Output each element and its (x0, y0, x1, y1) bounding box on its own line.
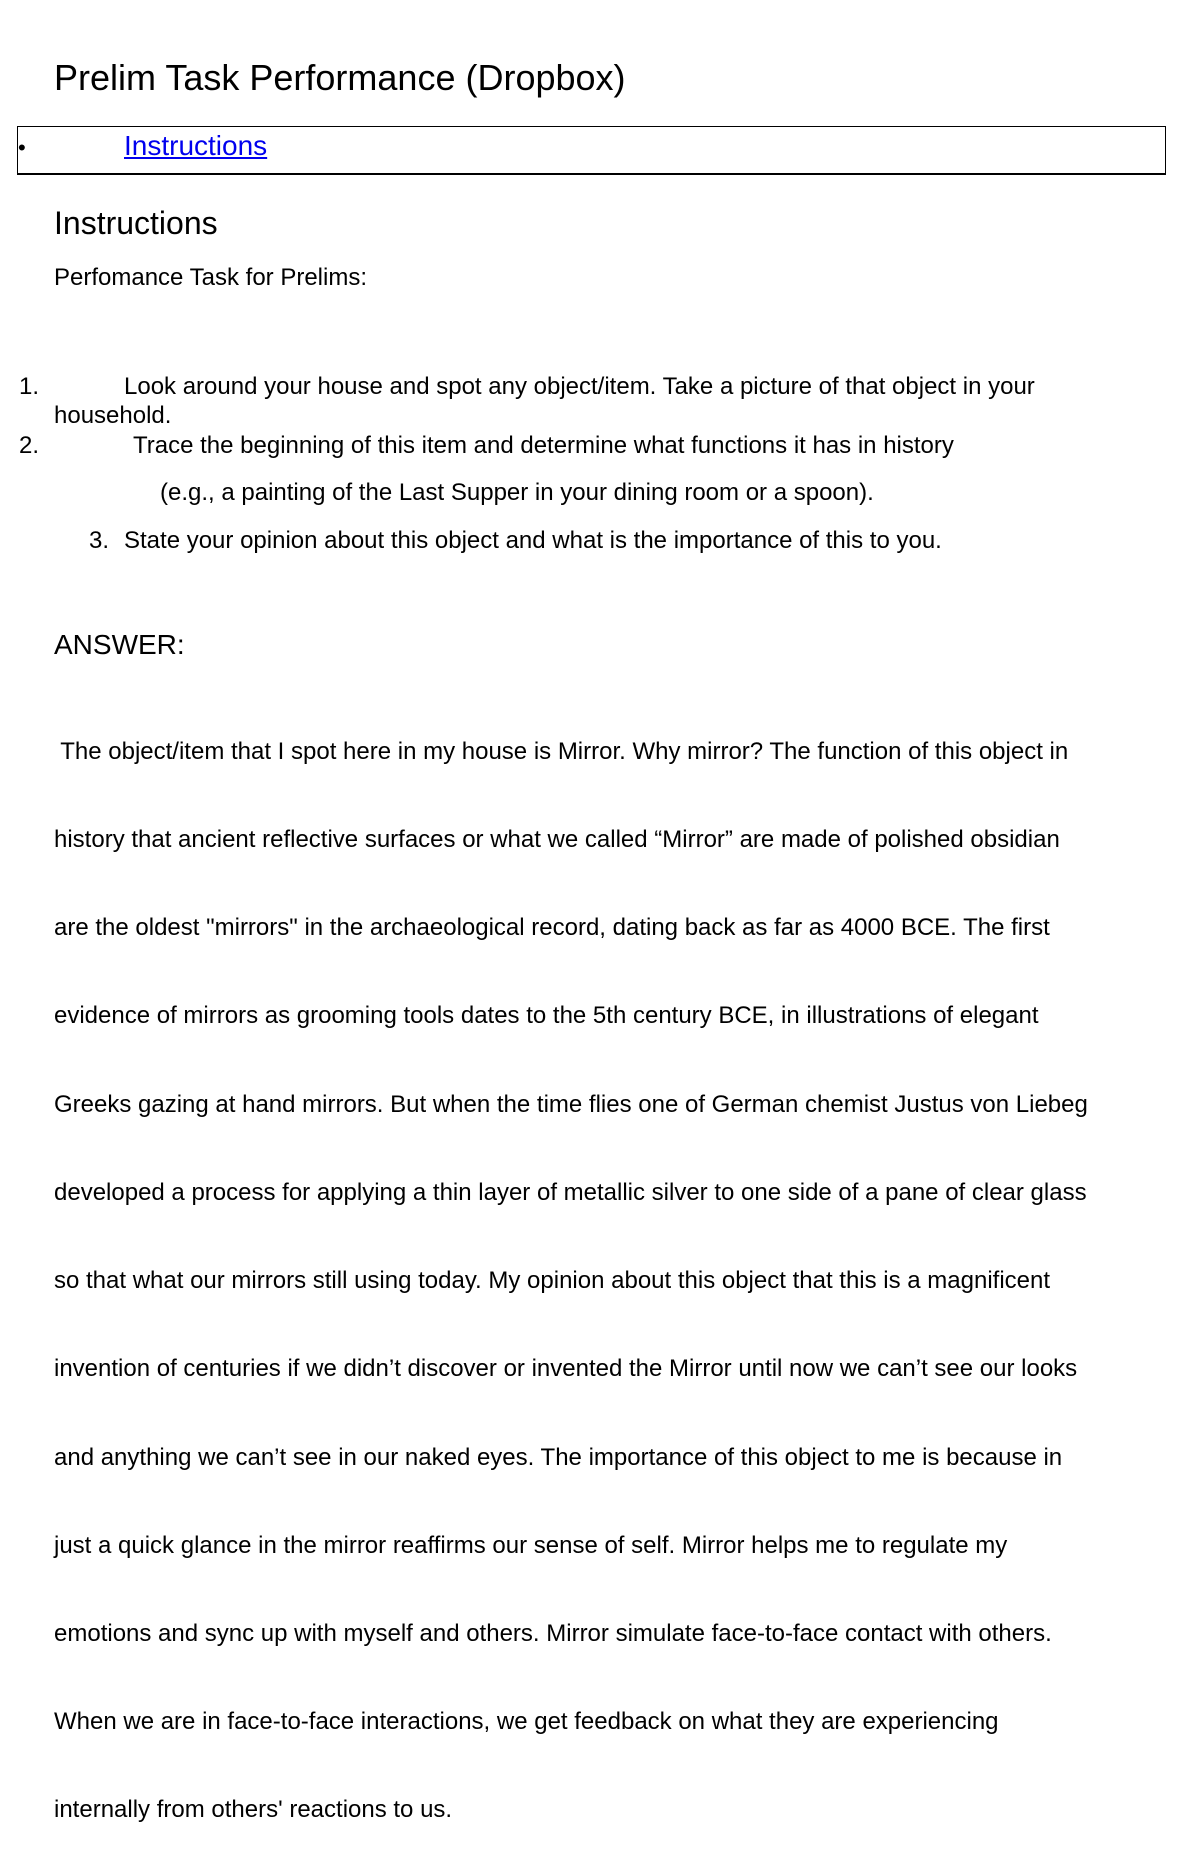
step-1-text-continued: household. (54, 402, 172, 429)
answer-line: Greeks gazing at hand mirrors. But when the time flies one of German chemist Justus von Liebeg (54, 1090, 1088, 1118)
answer-line: When we are in face-to-face interactions, we get feedback on what they are experiencing (54, 1708, 999, 1736)
answer-body (54, 678, 1164, 1854)
answer-heading: ANSWER: (54, 629, 185, 660)
answer-line: so that what our mirrors still using today. My opinion about this object that this is a magnificent (54, 1267, 1051, 1295)
answer-line: history that ancient reflective surfaces or what we called “Mirror” are made of polished obsidian (54, 826, 1060, 854)
tab-bullet: • (18, 135, 26, 160)
answer-line: emotions and sync up with myself and others. Mirror simulate face-to-face contact with others. (54, 1620, 1052, 1647)
step-1-marker: 1. (19, 373, 40, 400)
step-1-text: Look around your house and spot any object/item. Take a picture of that object in your (124, 373, 1035, 400)
instructions-heading: Instructions (54, 205, 218, 241)
step-2-marker: 2. (19, 432, 40, 459)
step-3-marker: 3. (89, 527, 110, 554)
answer-line: invention of centuries if we didn’t discover or invented the Mirror until now we can’t see our looks (54, 1355, 1078, 1383)
task-intro: Perfomance Task for Prelims: (54, 264, 367, 291)
tab-bar (17, 126, 1166, 175)
step-2-example: (e.g., a painting of the Last Supper in your dining room or a spoon). (160, 479, 874, 506)
answer-line: are the oldest "mirrors" in the archaeological record, dating back as far as 4000 BCE. The first (54, 914, 1050, 942)
step-3-text: State your opinion about this object and what is the importance of this to you. (124, 527, 942, 554)
answer-line: internally from others' reactions to us. (54, 1796, 453, 1824)
answer-line: just a quick glance in the mirror reaffirms our sense of self. Mirror helps me to regulate my (54, 1531, 1008, 1559)
tab-instructions-link[interactable]: Instructions (124, 130, 268, 161)
step-2-text: Trace the beginning of this item and determine what functions it has in history (133, 432, 954, 459)
answer-line: developed a process for applying a thin layer of metallic silver to one side of a pane of clear glass (54, 1178, 1087, 1206)
page-title: Prelim Task Performance (Dropbox) (54, 57, 626, 98)
answer-line: evidence of mirrors as grooming tools dates to the 5th century BCE, in illustrations of elegant (54, 1002, 1039, 1030)
answer-line: The object/item that I spot here in my house is Mirror. Why mirror? The function of this object in (54, 737, 1069, 765)
answer-line: and anything we can’t see in our naked eyes. The importance of this object to me is because in (54, 1443, 1063, 1471)
